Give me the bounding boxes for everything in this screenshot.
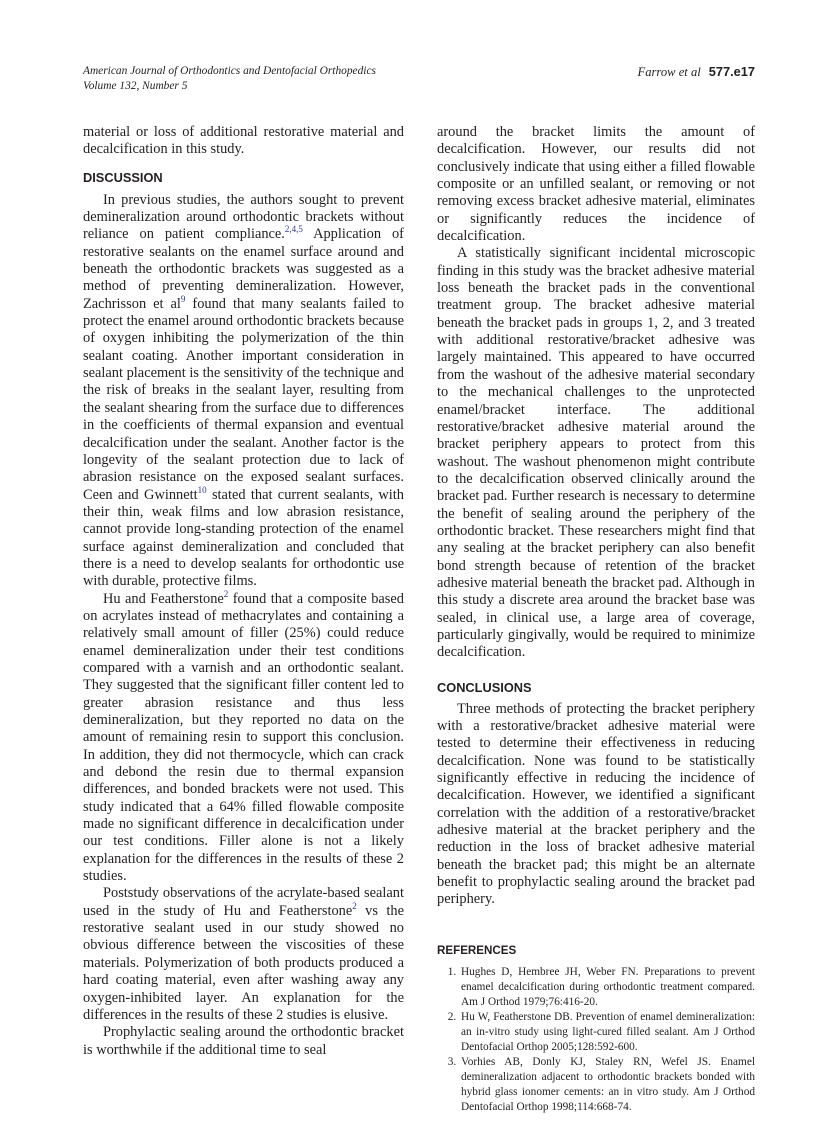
reference-item: 2. Hu W, Featherstone DB. Prevention of enamel demineralization: an in-vitro study using light-cured filled sealant. Am J Orthod Dentofacial Orthop 2005;128:592-600. — [459, 1010, 755, 1055]
intro-text — [83, 124, 404, 159]
discussion-body — [83, 192, 404, 1059]
paragraph — [83, 588, 404, 886]
right-column — [437, 124, 755, 1115]
text-run: A statistically significant incidental microscopic finding in this study was the bracket adhesive material loss beneath the bracket pads in the conventional treatment group. The bracket adhesive material beneath the bracket pads in groups 1, 2, and 3 treated with additional restorative/bracket adhesive was largely maintained. This appeared to have occurred from the washout of the adhesive material secondary to the mechanical challenges to the unprotected enamel/bracket interface. The additional restorative/bracket adhesive material around the bracket periphery appears to protect from this washout. The washout phenomenon might contribute to the decalcification observed clinically around the bracket pad. Further research is necessary to determine the benefit of sealing around the periphery of the orthodontic bracket. These researchers might find that any sealing at the bracket periphery can also benefit bond strength because of retention of the bracket adhesive material beneath the bracket pad. Although in this study a discrete area around the bracket base was sealed, in clinical use, a large area of coverage, particularly gingivally, would be required to minimize decalcification. — [437, 245, 755, 661]
page-number: 577.e17 — [708, 64, 755, 79]
citation-superscript[interactable]: 2 — [352, 900, 357, 911]
text-run: stated that current sealants, with their thin, weak films and low abrasion resistance, cannot provide long-standing protection of the enamel surface against demineralization and concluded that there is a need to develop sealants for orthodontic use with durable, protective films. — [83, 486, 404, 590]
conclusions-body — [437, 701, 755, 909]
paragraph — [83, 192, 404, 591]
text-run: found that many sealants failed to protect the enamel around orthodontic brackets because of oxygen inhibiting the polymerization of the thin sealant coating. Another important consideration in sealant placement is the sensitivity of the technique and the risk of breaks in the sealant layer, resulting from the sealant shearing from the surface due to differences in the coefficients of thermal expansion and eventual decalcification under the sealant. Another factor is the longevity of the sealant protection due to lack of abrasion resistance on the exposed sealant surfaces. Ceen and Gwinnett — [83, 295, 405, 503]
running-header-journal — [83, 64, 376, 94]
paragraph — [83, 1024, 404, 1059]
journal-title: American Journal of Orthodontics and Dentofacial Orthopedics — [83, 65, 376, 77]
text-run: Application of restorative sealants on the enamel surface around and beneath the orthodontic brackets was suggested as a method of preventing demineralization. However, Zachrisson et al — [83, 226, 404, 312]
text-run: Prophylactic sealing around the orthodontic bracket is worthwhile if the additional time to seal — [83, 1024, 404, 1058]
left-column — [83, 124, 404, 1059]
citation-superscript[interactable]: 2,4,5 — [284, 224, 303, 235]
paragraph — [83, 885, 404, 1024]
text-run: around the bracket limits the amount of decalcification. However, our results did not conclusively indicate that using either a filled flowable composite or an unfilled sealant, or removing or not removing excess bracket adhesive material, eliminates or significantly reduces the incidence of decalcification. — [437, 124, 755, 245]
discussion-heading: DISCUSSION — [83, 169, 163, 185]
text-run: material or loss of additional restorative material and decalcification in this study. — [83, 124, 404, 158]
paragraph — [437, 245, 755, 661]
citation-superscript[interactable]: 2 — [223, 588, 229, 599]
text-run: Hu and Featherstone — [103, 590, 224, 607]
paragraph — [83, 124, 404, 159]
citation-superscript[interactable]: 10 — [197, 484, 207, 495]
reference-item: 1. Hughes D, Hembree JH, Weber FN. Preparations to prevent enamel decalcification during orthodontic treatment compared. Am J Orthod 1979;76:416-20. — [459, 965, 755, 1010]
text-run: In previous studies, the authors sought to prevent demineralization around orthodontic brackets without reliance on patient compliance. — [83, 191, 404, 243]
text-run: Poststudy observations of the acrylate-based sealant used in the study of Hu and Featherstone — [83, 885, 404, 919]
running-authors: Farrow et al — [637, 65, 701, 79]
journal-volume: Volume 132, Number 5 — [83, 80, 188, 92]
conclusions-heading: CONCLUSIONS — [437, 679, 532, 695]
running-header-page — [638, 64, 755, 80]
text-run: vs the restorative sealant used in our study showed no obvious difference between the viscosities of these materials. Polymerization of both products produced a hard coating material, even after washing away any oxygen-inhibited layer. An explanation for the differences in the results of these 2 studies is elusive. — [83, 902, 404, 1023]
discussion-continued — [437, 124, 755, 662]
references-list — [437, 965, 755, 1115]
paragraph — [437, 124, 755, 245]
text-run: found that a composite based on acrylates instead of methacrylates and containing a relatively small amount of filler (25%) could reduce enamel demineralization under their test conditions compared with a varnish and an orthodontic sealant. They suggested that the significant filler content led to greater abrasion resistance and thus less demineralization, but they reported no data on the amount of remaining resin to support this conclusion. In addition, they did not thermocycle, which can crack and debond the resin due to thermal expansion differences, and bonded brackets were not used. This study indicated that a 64% filled flowable composite made no significant difference in decalcification under our test conditions. Filler alone is not a likely explanation for the differences in the results of these 2 studies. — [83, 590, 404, 885]
citation-superscript[interactable]: 9 — [180, 293, 186, 304]
references-heading: REFERENCES — [437, 943, 517, 957]
references-section — [437, 942, 755, 1115]
reference-item: 3. Vorhies AB, Donly KJ, Staley RN, Wefel JS. Enamel demineralization adjacent to orthodontic brackets bonded with hybrid glass ionomer cements: an in vitro study. Am J Orthod Dentofacial Orthop 1998;114:668-74. — [459, 1055, 755, 1115]
text-run: Three methods of protecting the bracket periphery with a restorative/bracket adhesive material were tested to determine their effectiveness in reducing decalcification. None was found to be statistically significantly effective in reducing the incidence of decalcification. However, we identified a significant correlation with the addition of a restorative/bracket adhesive material at the bracket periphery and the reduction in the loss of bracket adhesive material beneath the bracket pad; this might be an alternate benefit to prophylactic sealing around the bracket pad periphery. — [437, 700, 755, 908]
paragraph — [437, 701, 755, 909]
